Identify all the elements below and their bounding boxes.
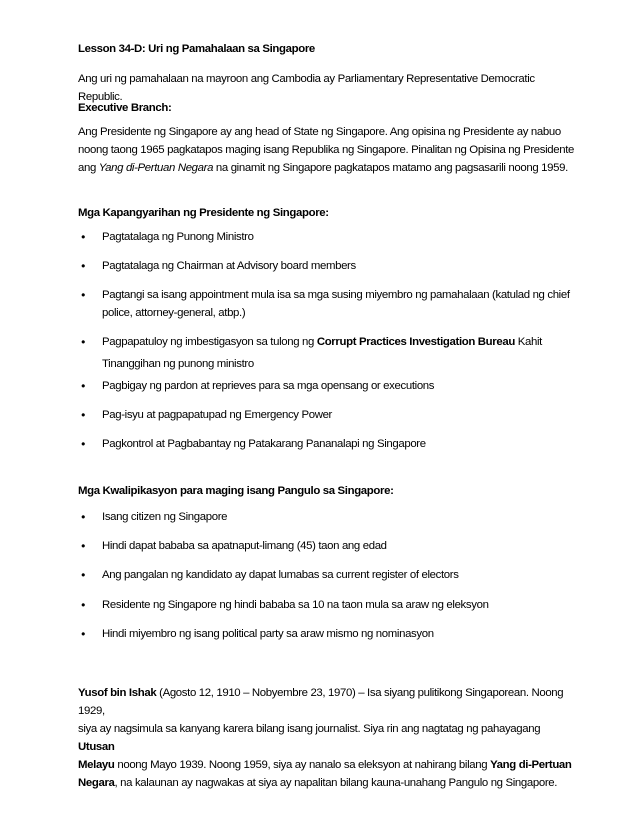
powers-item-6 xyxy=(78,406,578,424)
bio-paragraph xyxy=(78,684,578,792)
bullet-icon: • xyxy=(81,259,85,273)
bio-line-2-text: siya ay nagsimula sa kanyang karera bilang isang journalist. Siya rin ang nagtatag ng pahayagang xyxy=(78,723,541,735)
yang-di-pertuan-negara-italic: Yang di-Pertuan Negara xyxy=(98,162,214,174)
powers-item-7 xyxy=(78,435,578,453)
bullet-icon: • xyxy=(81,598,85,612)
bio-line-2 xyxy=(78,720,578,756)
powers-item-6-text: Pag-isyu at pagpapatupad ng Emergency Power xyxy=(102,409,333,421)
powers-heading: Mga Kapangyarihan ng Presidente ng Singapore: xyxy=(78,207,329,219)
bullet-icon: • xyxy=(81,335,85,349)
bio-line-3 xyxy=(78,756,578,774)
bio-line-4 xyxy=(78,774,578,792)
bullet-icon: • xyxy=(81,437,85,451)
executive-line-3-c: na ginamit ng Singapore pagkatapos matamo ang pagsasarili noong 1959. xyxy=(213,162,568,174)
executive-line-2: noong taong 1965 pagkatapos maging isang Republika ng Singapore. Pinalitan ng Opisina ng Presidente xyxy=(78,144,575,156)
intro-paragraph: Ang uri ng pamahalaan na mayroon ang Cambodia ay Parliamentary Representative Democratic Republic. xyxy=(78,73,535,103)
qualifications-item-4-text: Residente ng Singapore ng hindi bababa sa 10 na taon mula sa araw ng eleksyon xyxy=(102,599,489,611)
powers-item-1 xyxy=(78,228,578,246)
qualifications-item-3-text: Ang pangalan ng kandidato ay dapat lumabas sa current register of electors xyxy=(102,569,459,581)
powers-item-4 xyxy=(78,333,578,373)
utusan-bold: Utusan xyxy=(78,741,115,753)
melayu-bold: Melayu xyxy=(78,759,115,771)
executive-line-1: Ang Presidente ng Singapore ay ang head of State ng Singapore. Ang opisina ng Presidente ay nabuo xyxy=(78,126,561,138)
qualifications-heading: Mga Kwalipikasyon para maging isang Pangulo sa Singapore: xyxy=(78,485,394,497)
powers-item-4-line-2: Tinanggihan ng punong ministro xyxy=(102,358,254,370)
qualifications-item-4 xyxy=(78,596,578,614)
qualifications-item-2-text: Hindi dapat bababa sa apatnaput-limang (45) taon ang edad xyxy=(102,540,387,552)
powers-item-5-text: Pagbigay ng pardon at reprieves para sa mga opensang or executions xyxy=(102,380,435,392)
bullet-icon: • xyxy=(81,230,85,244)
yang-di-pertuan-bold: Yang di-Pertuan xyxy=(490,759,572,771)
bullet-icon: • xyxy=(81,510,85,524)
bio-line-4-text: , na kalaunan ay nagwakas at siya ay napalitan bilang kauna-unahang Pangulo ng Singapore. xyxy=(114,777,558,789)
powers-item-3 xyxy=(78,286,578,322)
executive-line-3 xyxy=(78,159,578,177)
bio-line-3-text: noong Mayo 1939. Noong 1959, siya ay nanalo sa eleksyon at nahirang bilang xyxy=(114,759,491,771)
powers-item-4-c: Kahit xyxy=(514,336,542,348)
powers-item-2 xyxy=(78,257,578,275)
executive-paragraph xyxy=(78,123,578,177)
powers-item-4-a: Pagpapatuloy ng imbestigasyon sa tulong ng xyxy=(102,336,317,348)
bio-line-1-text: (Agosto 12, 1910 – Nobyembre 23, 1970) – Isa siyang pulitikong Singaporean. Noong 1929, xyxy=(78,687,564,717)
executive-heading: Executive Branch: xyxy=(78,102,172,114)
powers-item-4-line-1 xyxy=(102,333,578,351)
bio-name-bold: Yusof bin Ishak xyxy=(78,687,157,699)
corrupt-practices-bureau-bold: Corrupt Practices Investigation Bureau xyxy=(316,336,515,348)
bullet-icon: • xyxy=(81,627,85,641)
bio-line-1 xyxy=(78,684,578,720)
bullet-icon: • xyxy=(81,539,85,553)
bullet-icon: • xyxy=(81,379,85,393)
powers-item-3-line-2: police, attorney-general, atbp.) xyxy=(102,307,246,319)
powers-item-1-text: Pagtatalaga ng Punong Ministro xyxy=(102,231,254,243)
qualifications-item-2 xyxy=(78,537,578,555)
qualifications-item-5 xyxy=(78,625,578,643)
qualifications-item-3 xyxy=(78,566,578,584)
executive-line-3-a: ang xyxy=(78,162,99,174)
powers-item-7-text: Pagkontrol at Pagbabantay ng Patakarang Pananalapi ng Singapore xyxy=(102,438,426,450)
bullet-icon: • xyxy=(81,408,85,422)
powers-item-2-text: Pagtatalaga ng Chairman at Advisory board members xyxy=(102,260,356,272)
bullet-icon: • xyxy=(81,288,85,302)
negara-bold: Negara xyxy=(78,777,115,789)
qualifications-item-1 xyxy=(78,508,578,526)
powers-item-3-line-1: Pagtangi sa isang appointment mula isa sa mga susing miyembro ng pamahalaan (katulad ng chief xyxy=(102,289,570,301)
powers-item-5 xyxy=(78,377,578,395)
lesson-title: Lesson 34-D: Uri ng Pamahalaan sa Singapore xyxy=(78,43,315,55)
bullet-icon: • xyxy=(81,568,85,582)
qualifications-item-1-text: Isang citizen ng Singapore xyxy=(102,511,228,523)
qualifications-item-5-text: Hindi miyembro ng isang political party sa araw mismo ng nominasyon xyxy=(102,628,434,640)
